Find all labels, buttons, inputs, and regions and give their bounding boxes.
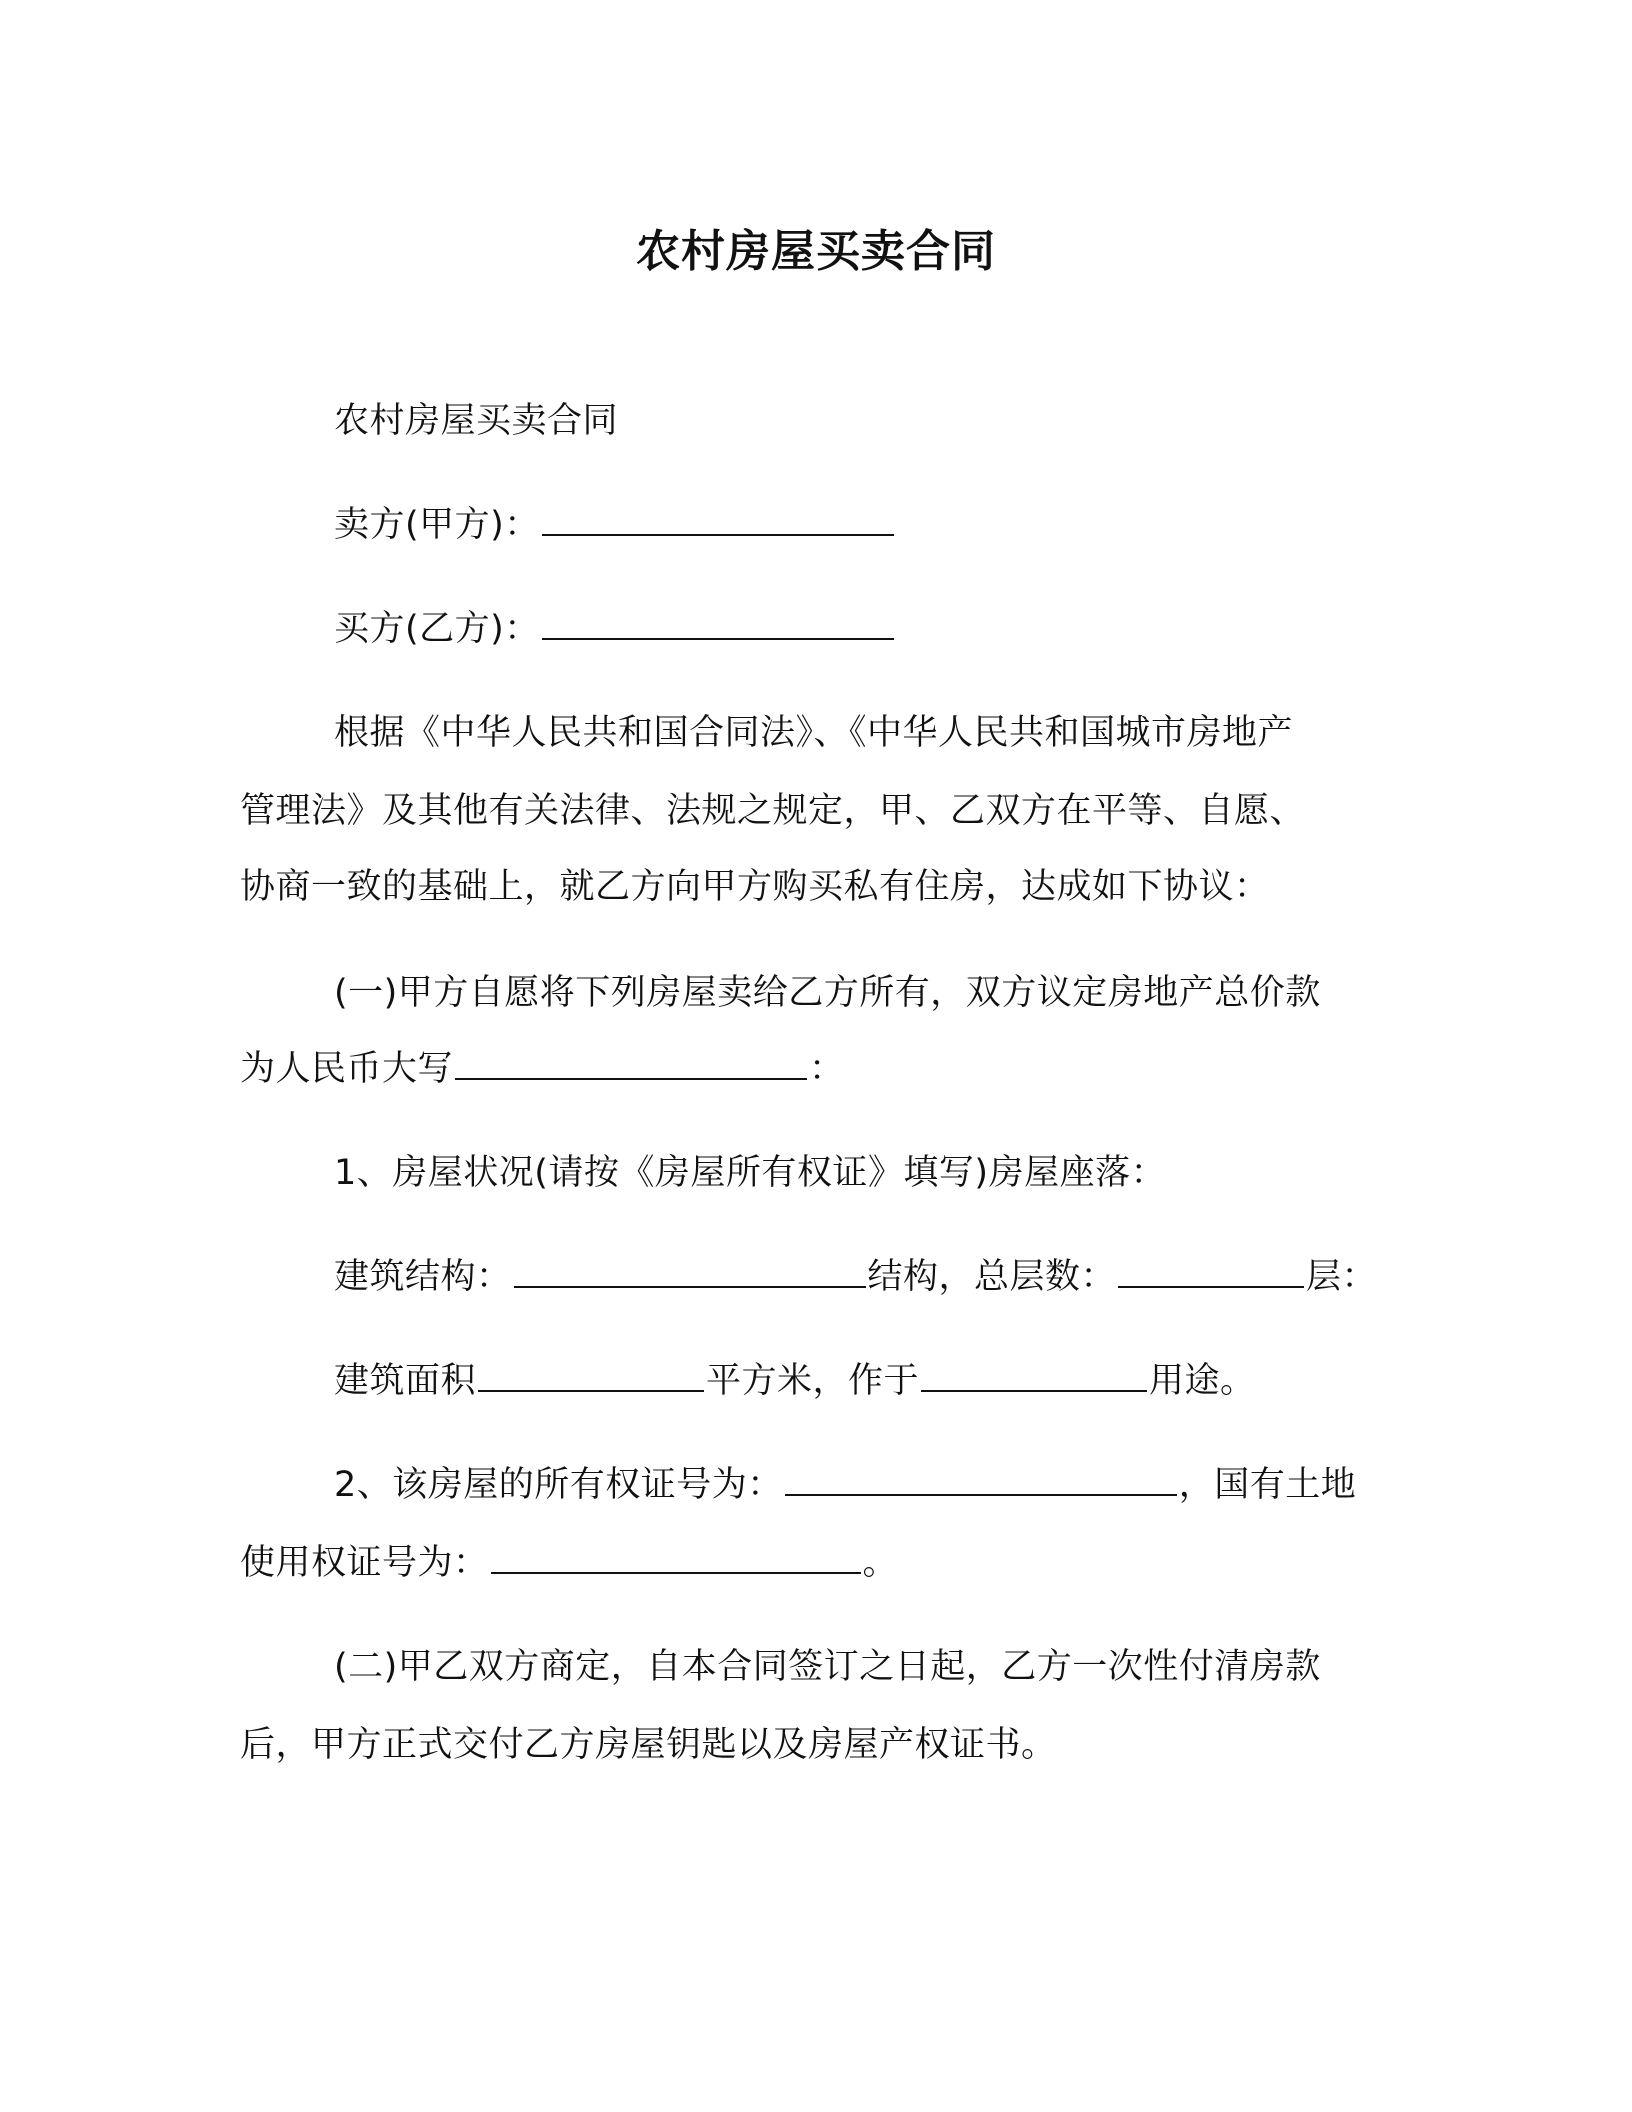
clause1-line2: [240, 1044, 845, 1094]
seller-label: 卖方(甲方)：: [334, 505, 540, 545]
land-cert-suffix: 。: [862, 1543, 899, 1583]
buyer-line: [334, 604, 896, 654]
ownership-cert-suffix: ，国有土地: [1178, 1465, 1357, 1505]
ownership-cert-blank[interactable]: [785, 1464, 1177, 1496]
structure-blank[interactable]: [514, 1256, 866, 1288]
document-title: 农村房屋买卖合同: [636, 226, 996, 277]
land-cert-blank[interactable]: [491, 1542, 861, 1574]
seller-blank[interactable]: [542, 504, 894, 536]
usage-blank[interactable]: [921, 1360, 1147, 1392]
basis-paragraph-line3: 协商一致的基础上，就乙方向甲方购买私有住房，达成如下协议：: [240, 867, 1270, 907]
usage-unit: 用途。: [1149, 1361, 1256, 1401]
area-label: 建筑面积: [334, 1361, 477, 1401]
buyer-label: 买方(乙方)：: [334, 609, 540, 649]
seller-line: [334, 500, 896, 550]
item1-house-status: 1、房屋状况(请按《房屋所有权证》填写)房屋座落：: [334, 1153, 1167, 1193]
land-cert-label: 使用权证号为：: [240, 1543, 489, 1583]
document-subtitle: 农村房屋买卖合同: [334, 401, 619, 441]
price-suffix: ：: [809, 1049, 845, 1089]
ownership-cert-label: 2、该房屋的所有权证号为：: [334, 1465, 783, 1505]
structure-line: [334, 1252, 1377, 1302]
floors-blank[interactable]: [1118, 1256, 1304, 1288]
clause2-line2: 后，甲方正式交付乙方房屋钥匙以及房屋产权证书。: [240, 1725, 1057, 1765]
basis-paragraph-line2: 管理法》及其他有关法律、法规之规定，甲、乙双方在平等、自愿、: [240, 791, 1306, 831]
structure-label: 建筑结构：: [334, 1257, 512, 1297]
area-unit: 平方米，作于: [706, 1361, 920, 1401]
item2-line1: [334, 1460, 1356, 1510]
floors-unit: 层：: [1306, 1257, 1378, 1297]
buyer-blank[interactable]: [542, 608, 894, 640]
item2-line2: [240, 1538, 898, 1588]
price-label: 为人民币大写: [240, 1049, 454, 1089]
structure-unit: 结构，总层数：: [867, 1257, 1117, 1297]
area-line: [334, 1356, 1256, 1406]
clause2-line1: (二)甲乙双方商定，自本合同签订之日起，乙方一次性付清房款: [334, 1647, 1321, 1687]
area-blank[interactable]: [478, 1360, 704, 1392]
basis-paragraph-line1: 根据《中华人民共和国合同法》、《中华人民共和国城市房地产: [334, 713, 1294, 753]
clause1-line1: (一)甲方自愿将下列房屋卖给乙方所有，双方议定房地产总价款: [334, 973, 1321, 1013]
price-blank[interactable]: [455, 1048, 807, 1080]
